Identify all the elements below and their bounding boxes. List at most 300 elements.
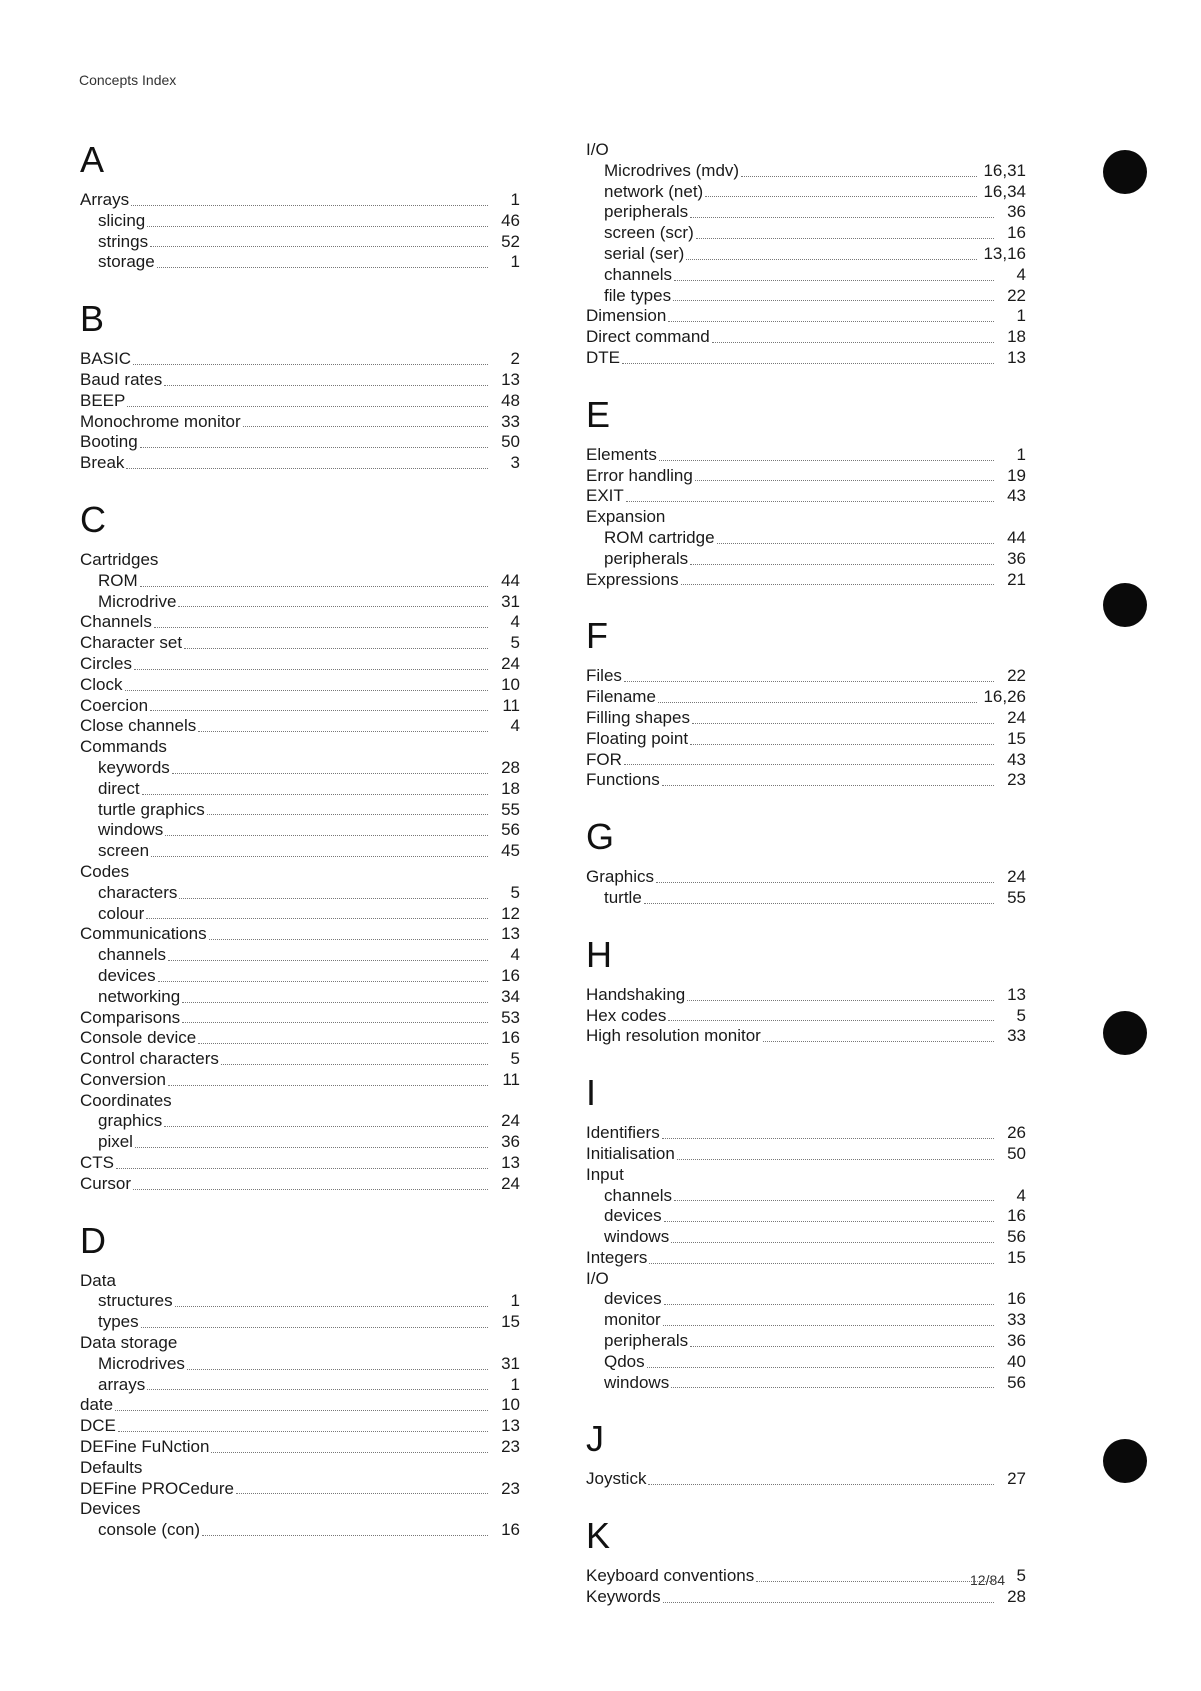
leader-dots xyxy=(182,1001,488,1003)
entry-term: Channels xyxy=(80,612,152,632)
entry-page: 10 xyxy=(501,1395,520,1415)
index-entry xyxy=(586,867,1026,888)
entry-term: strings xyxy=(98,231,149,251)
entry-page: 16 xyxy=(1007,223,1026,243)
leader-dots xyxy=(209,938,488,940)
entry-term: Microdrive xyxy=(98,591,177,611)
index-entry xyxy=(80,190,520,211)
index-section-j xyxy=(586,1419,1026,1490)
leader-dots xyxy=(172,772,488,774)
index-entry xyxy=(586,1248,1026,1269)
section-letter: C xyxy=(80,498,106,540)
index-subentry xyxy=(80,1312,520,1333)
index-entry xyxy=(586,306,1026,327)
entry-term: file types xyxy=(604,285,672,305)
leader-dots xyxy=(154,626,488,628)
leader-dots xyxy=(198,1042,488,1044)
entry-term: DEFine PROCedure xyxy=(80,1478,235,1498)
entry-page: 44 xyxy=(501,570,520,590)
entry-term: Codes xyxy=(80,861,130,881)
leader-dots xyxy=(175,1305,488,1307)
entry-term: Comparisons xyxy=(80,1007,181,1027)
index-subentry xyxy=(80,966,520,987)
index-entry xyxy=(586,486,1026,507)
entry-term: Integers xyxy=(586,1247,648,1267)
entry-term: CTS xyxy=(80,1153,114,1173)
entry-page: 3 xyxy=(510,453,520,473)
index-section-h xyxy=(586,935,1026,1047)
index-subentry xyxy=(80,800,520,821)
entry-term: DTE xyxy=(586,347,620,367)
index-subentry xyxy=(80,987,520,1008)
entry-page: 13 xyxy=(1007,984,1026,1004)
entry-term: Qdos xyxy=(604,1351,645,1371)
index-entry xyxy=(586,327,1026,348)
entry-page: 50 xyxy=(1007,1143,1026,1163)
entry-term: devices xyxy=(98,965,156,985)
entry-term: Coercion xyxy=(80,695,149,715)
entry-page: 16 xyxy=(1007,1206,1026,1226)
index-subentry xyxy=(586,161,1026,182)
index-entry xyxy=(80,1070,520,1091)
index-subentry xyxy=(586,265,1026,286)
leader-dots xyxy=(644,902,994,904)
leader-dots xyxy=(243,425,488,427)
leader-dots xyxy=(668,320,994,322)
entry-page: 5 xyxy=(510,633,520,653)
index-subentry xyxy=(80,1520,520,1541)
index-entry xyxy=(80,370,520,391)
index-entry xyxy=(80,862,520,883)
entry-term: Elements xyxy=(586,444,657,464)
entry-page: 16,26 xyxy=(983,687,1026,707)
entry-page: 4 xyxy=(1016,1185,1026,1205)
leader-dots xyxy=(147,225,488,227)
entry-term: colour xyxy=(98,903,145,923)
binder-hole-4 xyxy=(1103,1439,1147,1483)
entry-page: 10 xyxy=(501,674,520,694)
entry-term: characters xyxy=(98,882,178,902)
leader-dots xyxy=(690,563,994,565)
entry-page: 55 xyxy=(1007,887,1026,907)
entry-term: Break xyxy=(80,453,125,473)
leader-dots xyxy=(118,1430,488,1432)
entry-page: 55 xyxy=(501,799,520,819)
entry-page: 43 xyxy=(1007,749,1026,769)
leader-dots xyxy=(187,1368,488,1370)
entry-term: Joystick xyxy=(586,1469,647,1489)
entry-term: Booting xyxy=(80,432,138,452)
entry-page: 11 xyxy=(502,695,520,715)
leader-dots xyxy=(674,279,994,281)
leader-dots xyxy=(207,813,488,815)
entry-page: 19 xyxy=(1007,465,1026,485)
entry-term: peripherals xyxy=(604,202,689,222)
entry-page: 1 xyxy=(510,190,520,209)
index-subentry xyxy=(586,1186,1026,1207)
binder-hole-3 xyxy=(1103,1011,1147,1055)
leader-dots xyxy=(182,1021,488,1023)
entry-page: 4 xyxy=(510,612,520,632)
index-entry xyxy=(586,1123,1026,1144)
index-entry xyxy=(586,708,1026,729)
entry-page: 13 xyxy=(501,1153,520,1173)
index-subentry xyxy=(586,528,1026,549)
leader-dots xyxy=(141,1326,488,1328)
entry-page: 5 xyxy=(510,1049,520,1069)
entry-term: I/O xyxy=(586,140,609,159)
entry-term: Data storage xyxy=(80,1333,178,1353)
entry-term: windows xyxy=(604,1227,670,1247)
entry-term: BEEP xyxy=(80,390,126,410)
index-subentry xyxy=(80,252,520,273)
leader-dots xyxy=(690,1345,994,1347)
section-letter: F xyxy=(586,615,608,657)
index-entry xyxy=(586,570,1026,591)
leader-dots xyxy=(756,1580,994,1582)
index-entry xyxy=(80,432,520,453)
entry-page: 15 xyxy=(1007,728,1026,748)
entry-page: 15 xyxy=(501,1312,520,1332)
index-section-k xyxy=(586,1516,1026,1608)
leader-dots xyxy=(692,722,994,724)
entry-page: 1 xyxy=(510,1374,520,1394)
index-entry xyxy=(586,1566,1026,1587)
entry-term: Keyboard conventions xyxy=(586,1566,755,1586)
index-entry xyxy=(80,1271,520,1292)
entry-page: 36 xyxy=(1007,548,1026,568)
entry-page: 16 xyxy=(501,1520,520,1540)
entry-page: 5 xyxy=(1016,1566,1026,1586)
entry-term: Filling shapes xyxy=(586,707,690,727)
entry-page: 2 xyxy=(510,349,520,369)
entry-term: screen xyxy=(98,841,150,861)
binder-hole-2 xyxy=(1103,583,1147,627)
leader-dots xyxy=(659,459,994,461)
index-entry xyxy=(80,1395,520,1416)
entry-page: 18 xyxy=(1007,327,1026,347)
entry-term: Floating point xyxy=(586,728,689,748)
section-letter: J xyxy=(586,1418,604,1460)
leader-dots xyxy=(135,1146,488,1148)
entry-page: 21 xyxy=(1007,569,1026,589)
leader-dots xyxy=(663,1324,994,1326)
entry-term: DCE xyxy=(80,1416,116,1436)
index-entry xyxy=(586,729,1026,750)
entry-term: Communications xyxy=(80,924,207,944)
entry-term: windows xyxy=(604,1372,670,1392)
entry-page: 4 xyxy=(1016,264,1026,284)
page-header: Concepts Index xyxy=(79,72,177,88)
entry-page: 56 xyxy=(1007,1372,1026,1392)
leader-dots xyxy=(179,897,488,899)
leader-dots xyxy=(184,647,488,649)
entry-term: Identifiers xyxy=(586,1123,660,1143)
index-entry xyxy=(80,412,520,433)
entry-page: 31 xyxy=(501,591,520,611)
entry-page: 28 xyxy=(1007,1587,1026,1607)
entry-term: Defaults xyxy=(80,1457,143,1477)
index-entry xyxy=(586,348,1026,369)
leader-dots xyxy=(133,1188,488,1190)
index-subentry xyxy=(586,286,1026,307)
index-subentry xyxy=(586,1310,1026,1331)
entry-page: 48 xyxy=(501,390,520,410)
entry-term: serial (ser) xyxy=(604,243,685,263)
entry-term: Character set xyxy=(80,633,183,653)
index-subentry xyxy=(80,904,520,925)
leader-dots xyxy=(624,763,994,765)
entry-page: 33 xyxy=(1007,1026,1026,1046)
entry-page: 24 xyxy=(1007,867,1026,887)
entry-term: keywords xyxy=(98,757,170,777)
leader-dots xyxy=(133,363,488,365)
index-entry xyxy=(586,1165,1026,1186)
index-entry xyxy=(586,770,1026,791)
index-section-i xyxy=(586,1073,1026,1393)
index-entry xyxy=(80,716,520,737)
entry-page: 23 xyxy=(501,1437,520,1457)
index-column-left xyxy=(80,140,520,1567)
index-entry xyxy=(80,1416,520,1437)
entry-term: Input xyxy=(586,1164,624,1184)
entry-term: graphics xyxy=(98,1111,163,1131)
leader-dots xyxy=(647,1366,994,1368)
leader-dots xyxy=(677,1158,994,1160)
entry-term: Functions xyxy=(586,770,660,790)
entry-page: 45 xyxy=(501,841,520,861)
leader-dots xyxy=(178,605,488,607)
leader-dots xyxy=(158,980,488,982)
index-subentry xyxy=(80,820,520,841)
entry-term: Filename xyxy=(586,687,656,707)
leader-dots xyxy=(211,1451,488,1453)
index-section-d xyxy=(80,1221,520,1541)
index-entry xyxy=(586,1269,1026,1290)
entry-page: 13 xyxy=(501,369,520,389)
entry-page: 53 xyxy=(501,1007,520,1027)
page-footer: 12/84 xyxy=(970,1572,1006,1588)
index-entry xyxy=(80,696,520,717)
leader-dots xyxy=(695,479,994,481)
entry-page: 1 xyxy=(510,1291,520,1311)
entry-term: I/O xyxy=(586,1268,609,1288)
index-subentry xyxy=(586,202,1026,223)
index-entry xyxy=(80,1091,520,1112)
leader-dots xyxy=(663,1601,994,1603)
index-section-g xyxy=(586,817,1026,909)
leader-dots xyxy=(150,709,488,711)
index-subentry xyxy=(586,888,1026,909)
leader-dots xyxy=(658,701,978,703)
leader-dots xyxy=(622,362,994,364)
index-subentry xyxy=(80,1132,520,1153)
leader-dots xyxy=(157,266,488,268)
entry-page: 13,16 xyxy=(983,243,1026,263)
index-subentry xyxy=(586,549,1026,570)
leader-dots xyxy=(668,1019,994,1021)
leader-dots xyxy=(648,1483,994,1485)
entry-term: channels xyxy=(604,1185,673,1205)
entry-term: Direct command xyxy=(586,327,710,347)
index-entry xyxy=(80,1049,520,1070)
entry-term: slicing xyxy=(98,210,146,230)
section-letter: B xyxy=(80,298,105,340)
leader-dots xyxy=(662,1137,994,1139)
entry-page: 16 xyxy=(1007,1289,1026,1309)
index-entry xyxy=(586,1006,1026,1027)
entry-term: direct xyxy=(98,778,140,798)
index-subentry xyxy=(586,1289,1026,1310)
index-subentry xyxy=(80,1291,520,1312)
leader-dots xyxy=(164,384,488,386)
index-entry xyxy=(80,1008,520,1029)
entry-page: 5 xyxy=(1016,1005,1026,1025)
index-entry xyxy=(586,750,1026,771)
entry-term: screen (scr) xyxy=(604,223,694,243)
entry-term: turtle graphics xyxy=(98,799,205,819)
entry-term: Conversion xyxy=(80,1069,166,1089)
index-entry xyxy=(586,445,1026,466)
entry-page: 22 xyxy=(1007,285,1026,305)
entry-term: devices xyxy=(604,1289,662,1309)
entry-term: EXIT xyxy=(586,486,624,506)
entry-page: 16 xyxy=(501,965,520,985)
entry-page: 13 xyxy=(501,1416,520,1436)
leader-dots xyxy=(690,216,994,218)
leader-dots xyxy=(696,237,994,239)
leader-dots xyxy=(125,689,488,691)
entry-page: 12 xyxy=(501,903,520,923)
entry-term: channels xyxy=(604,264,673,284)
leader-dots xyxy=(717,542,994,544)
entry-page: 34 xyxy=(501,986,520,1006)
section-letter: K xyxy=(586,1515,611,1557)
index-section-e xyxy=(586,395,1026,591)
leader-dots xyxy=(146,917,488,919)
entry-term: Microdrives xyxy=(98,1353,185,1373)
entry-page: 36 xyxy=(1007,1331,1026,1351)
index-subentry xyxy=(80,945,520,966)
leader-dots xyxy=(705,195,977,197)
entry-page: 1 xyxy=(1016,306,1026,326)
entry-page: 13 xyxy=(501,924,520,944)
entry-term: BASIC xyxy=(80,349,132,369)
index-entry xyxy=(80,453,520,474)
entry-term: Coordinates xyxy=(80,1090,172,1110)
leader-dots xyxy=(168,1084,488,1086)
entry-page: 5 xyxy=(510,882,520,902)
entry-page: 1 xyxy=(1016,444,1026,464)
entry-term: Commands xyxy=(80,737,167,757)
entry-page: 24 xyxy=(501,1111,520,1131)
leader-dots xyxy=(142,793,488,795)
entry-term: Handshaking xyxy=(586,984,686,1004)
index-subentry xyxy=(80,232,520,253)
index-entry xyxy=(80,924,520,945)
entry-term: arrays xyxy=(98,1374,146,1394)
entry-page: 36 xyxy=(501,1132,520,1152)
index-entry xyxy=(80,349,520,370)
leader-dots xyxy=(624,680,994,682)
entry-page: 22 xyxy=(1007,666,1026,686)
entry-term: Monochrome monitor xyxy=(80,411,241,431)
section-letter: E xyxy=(586,393,611,435)
leader-dots xyxy=(134,668,488,670)
entry-term: turtle xyxy=(604,887,642,907)
entry-page: 56 xyxy=(501,820,520,840)
entry-page: 16 xyxy=(501,1028,520,1048)
index-subentry xyxy=(586,1373,1026,1394)
index-entry xyxy=(586,1144,1026,1165)
index-subentry xyxy=(80,841,520,862)
entry-page: 36 xyxy=(1007,202,1026,222)
index-entry xyxy=(80,550,520,571)
leader-dots xyxy=(671,1386,994,1388)
leader-dots xyxy=(127,405,488,407)
entry-term: Initialisation xyxy=(586,1143,675,1163)
leader-dots xyxy=(649,1262,994,1264)
entry-term: console (con) xyxy=(98,1520,201,1540)
entry-term: Files xyxy=(586,666,622,686)
index-entry xyxy=(80,737,520,758)
entry-term: Graphics xyxy=(586,867,655,887)
leader-dots xyxy=(664,1220,994,1222)
index-subentry xyxy=(586,1352,1026,1373)
entry-page: 28 xyxy=(501,757,520,777)
entry-page: 43 xyxy=(1007,486,1026,506)
leader-dots xyxy=(202,1534,488,1536)
index-subentry xyxy=(80,571,520,592)
entry-page: 24 xyxy=(1007,707,1026,727)
leader-dots xyxy=(115,1409,488,1411)
index-entry xyxy=(80,1437,520,1458)
entry-page: 16,34 xyxy=(983,181,1026,201)
entry-term: storage xyxy=(98,252,155,272)
leader-dots xyxy=(662,784,994,786)
entry-term: network (net) xyxy=(604,181,704,201)
entry-page: 50 xyxy=(501,432,520,452)
entry-term: peripherals xyxy=(604,1331,689,1351)
leader-dots xyxy=(741,175,977,177)
index-entry xyxy=(80,1499,520,1520)
index-section-b xyxy=(80,299,520,474)
entry-page: 27 xyxy=(1007,1469,1026,1489)
entry-term: Data xyxy=(80,1270,116,1290)
index-entry xyxy=(586,466,1026,487)
entry-term: Console device xyxy=(80,1028,197,1048)
binder-hole-1 xyxy=(1103,150,1147,194)
entry-page: 31 xyxy=(501,1353,520,1373)
entry-term: Error handling xyxy=(586,465,693,485)
index-entry xyxy=(80,675,520,696)
section-letter: D xyxy=(80,1219,106,1261)
index-subentry xyxy=(80,592,520,613)
entry-term: channels xyxy=(98,945,167,965)
index-subentry xyxy=(586,1331,1026,1352)
index-entry xyxy=(80,1479,520,1500)
index-section-f xyxy=(586,616,1026,791)
index-subentry xyxy=(80,883,520,904)
entry-page: 33 xyxy=(1007,1310,1026,1330)
entry-page: 44 xyxy=(1007,527,1026,547)
entry-term: monitor xyxy=(604,1310,661,1330)
index-subentry xyxy=(80,211,520,232)
index-entry xyxy=(80,1333,520,1354)
entry-term: networking xyxy=(98,986,181,1006)
index-entry xyxy=(80,612,520,633)
index-section-c xyxy=(80,500,520,1195)
